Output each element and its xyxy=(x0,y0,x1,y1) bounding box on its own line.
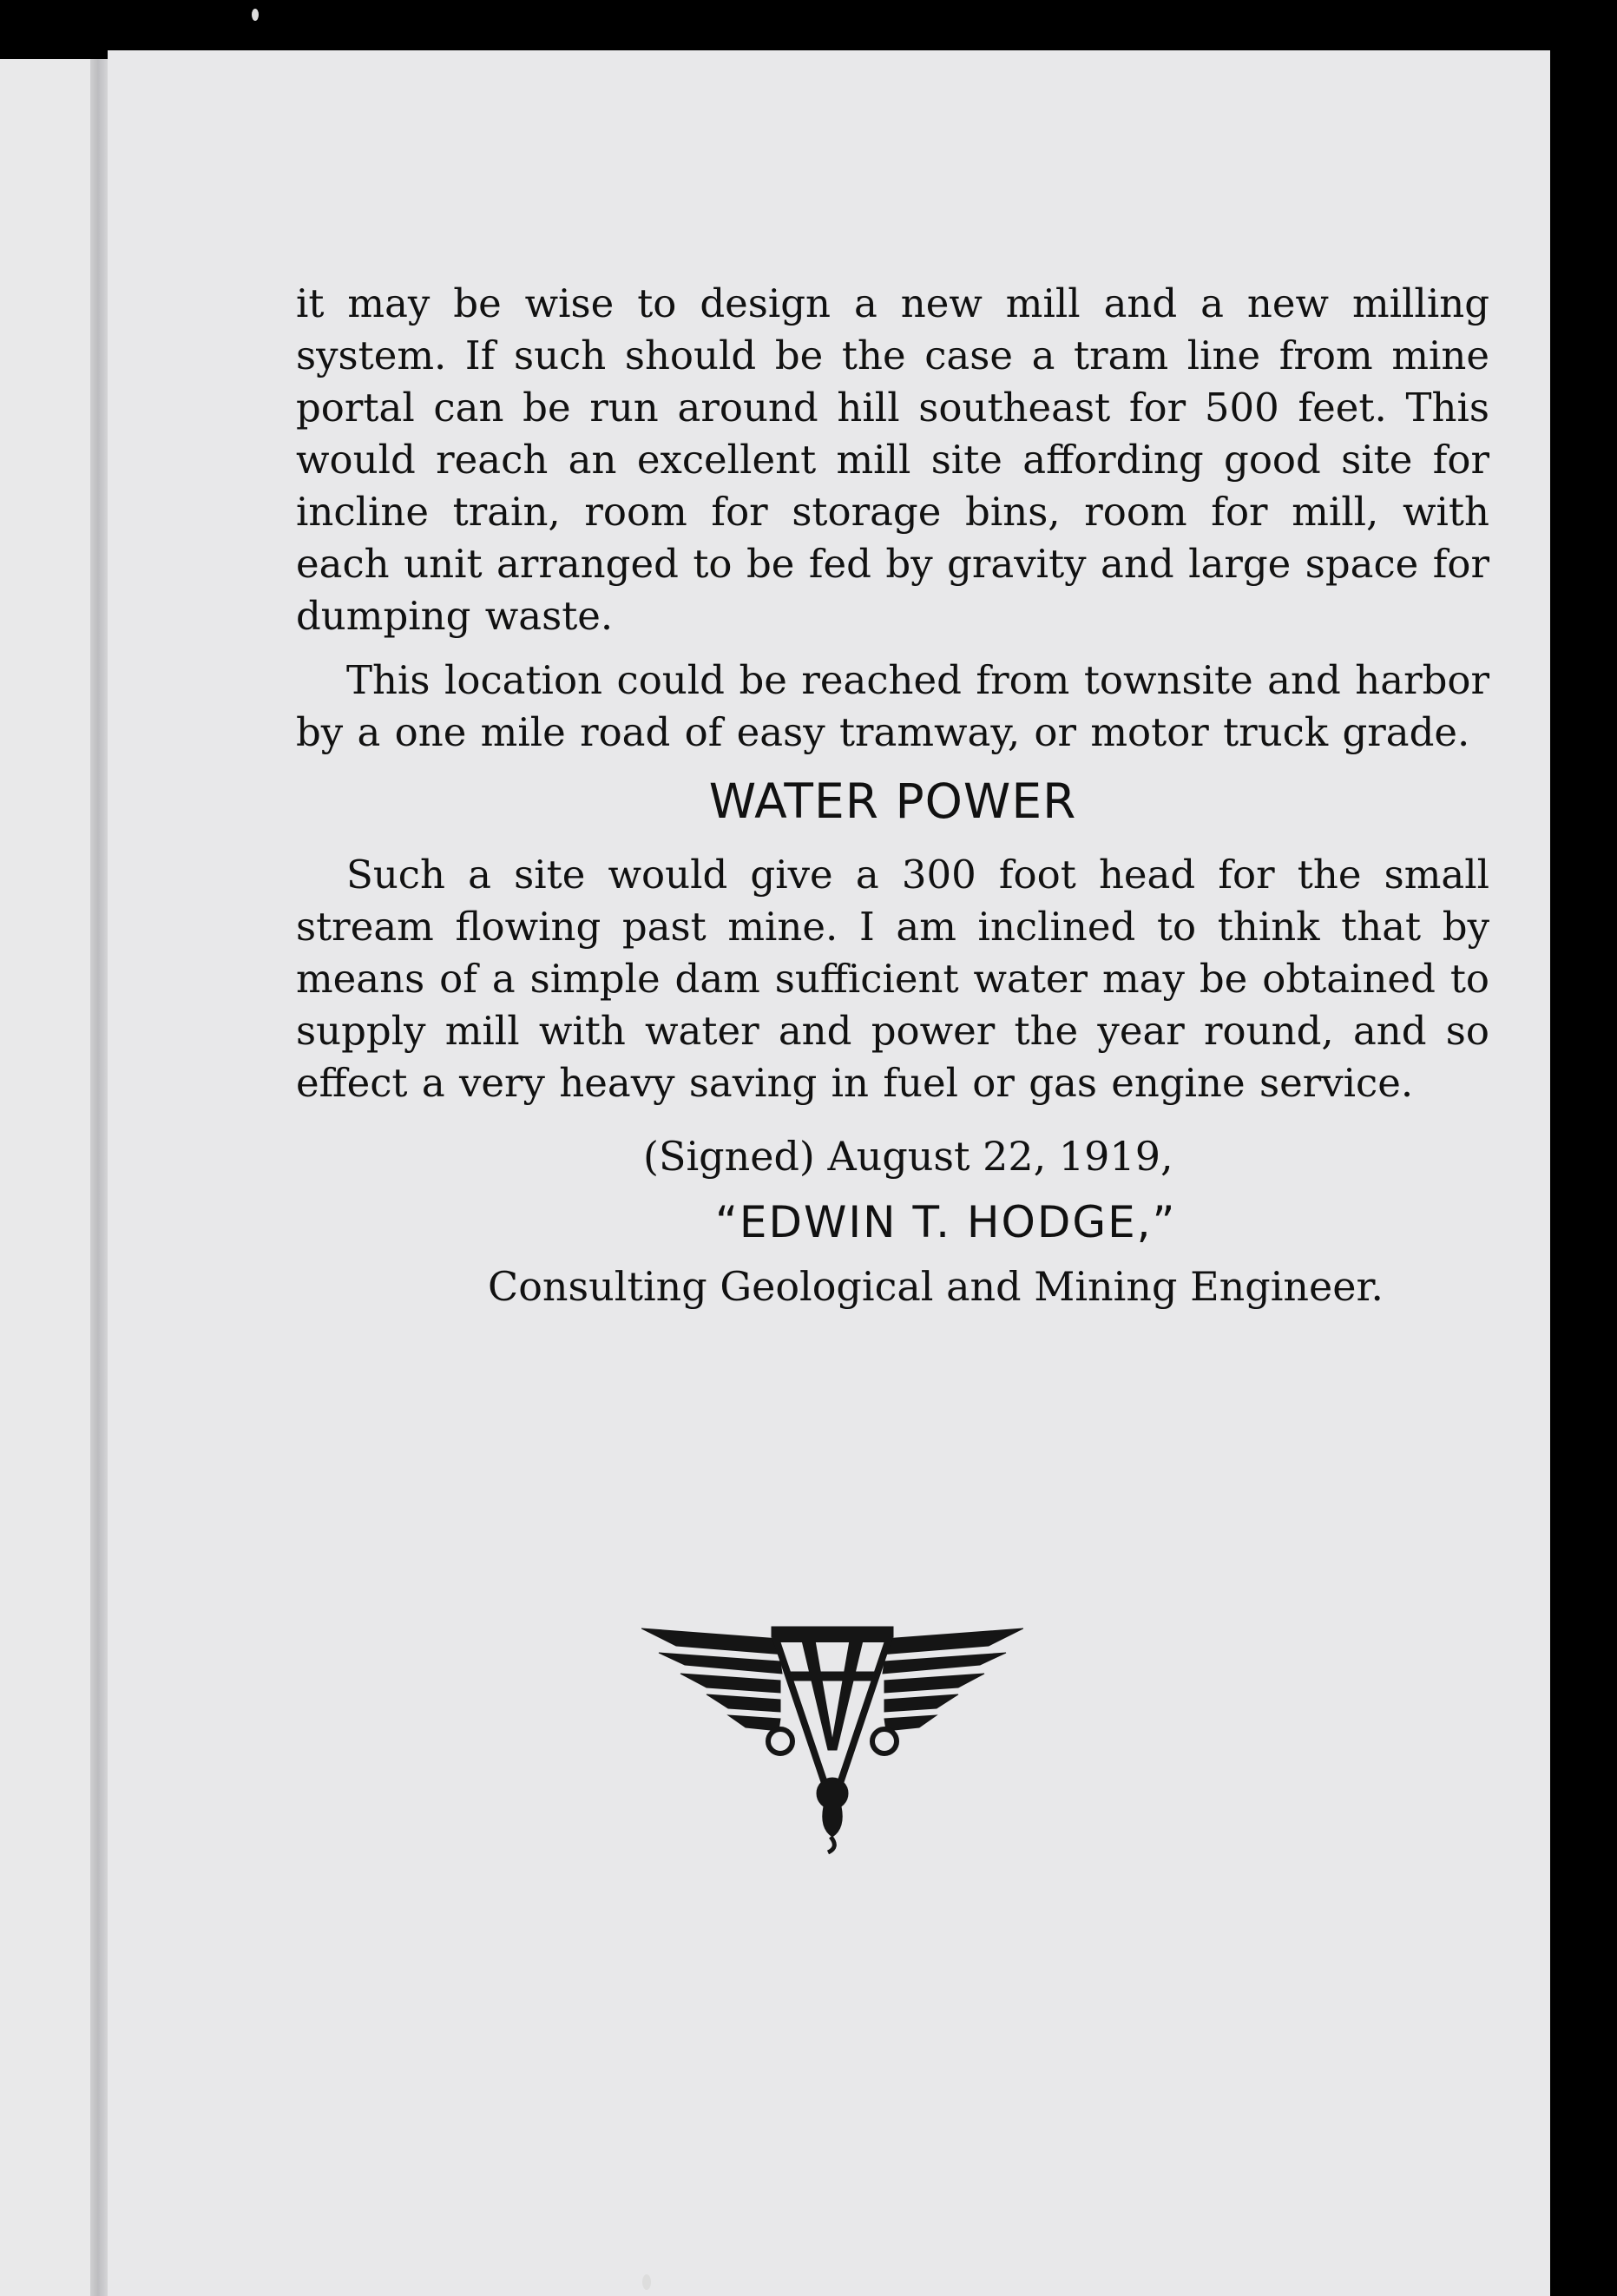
body-paragraph-2: This location could be reached from townsite and harbor by a one mile road of easy tramway, or motor truck grade. xyxy=(296,657,1489,755)
document-page xyxy=(108,50,1550,2296)
signature-title: Consulting Geological and Mining Engineer. xyxy=(488,1263,1384,1310)
water-power-paragraph: Such a site would give a 300 foot head for the small stream flowing past mine. I am inclined to think that by means of a simple dam sufficient water may be obtained to supply mill with water and power the year round, and so effect a very heavy saving in fuel or gas engine service. xyxy=(296,852,1489,1106)
section-heading: WATER POWER xyxy=(708,773,1077,829)
page-content xyxy=(296,278,1489,1312)
scan-speck xyxy=(642,2274,651,2290)
scan-speck xyxy=(252,9,259,21)
body-paragraph-1: it may be wise to design a new mill and a new milling system. If such should be the case a tram line from mine portal can be run around hill southeast for 500 feet. This would reach an excellent mill site affording good site for incline train, room for storage bins, room for mill, with each unit arranged to be fed by gravity and large space for dumping waste. xyxy=(296,280,1489,639)
left-page-edge xyxy=(0,59,113,2296)
signature-date: (Signed) August 22, 1919, xyxy=(643,1133,1173,1180)
book-gutter xyxy=(90,59,109,2296)
signature-name: “EDWIN T. HODGE,” xyxy=(715,1197,1177,1247)
winged-emblem-icon xyxy=(641,1620,1023,1854)
